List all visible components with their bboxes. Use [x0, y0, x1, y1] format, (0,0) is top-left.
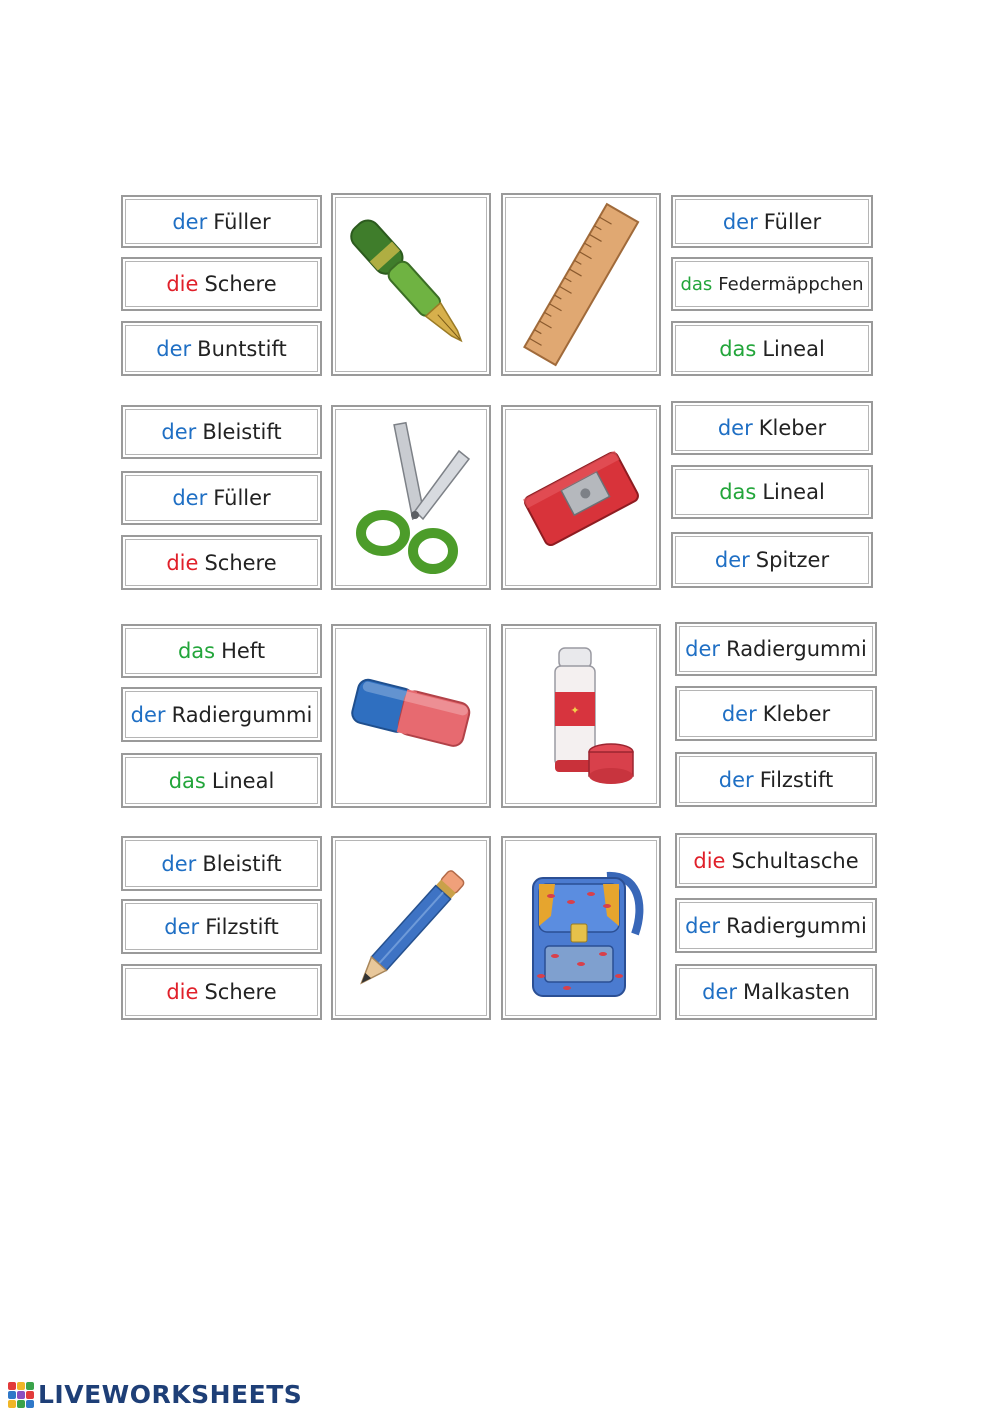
noun-label: Filzstift [759, 767, 834, 792]
picture-frame [501, 624, 661, 808]
picture-frame [331, 836, 491, 1020]
article-label: der [161, 851, 197, 876]
article-label: der [717, 416, 753, 440]
article-label: der [172, 209, 208, 234]
article-label: der [721, 701, 757, 726]
answer-option[interactable] [121, 753, 322, 808]
picture-frame [331, 405, 491, 590]
noun-label: Spitzer [755, 548, 830, 572]
article-label: der [161, 420, 197, 444]
noun-label: Buntstift [197, 336, 287, 361]
article-label: das [680, 273, 713, 295]
svg-text:✦: ✦ [570, 704, 580, 717]
article-label: der [164, 914, 200, 939]
answer-option[interactable] [121, 624, 322, 678]
answer-option[interactable] [121, 899, 322, 954]
answer-option[interactable] [121, 321, 322, 376]
noun-label: Schere [204, 272, 277, 296]
glue-stick-icon [511, 636, 651, 796]
answer-option[interactable] [671, 465, 873, 519]
fountain-pen-icon [341, 200, 481, 370]
noun-label: Füller [763, 209, 822, 234]
noun-label: Malkasten [743, 980, 850, 1004]
answer-option[interactable] [675, 752, 877, 807]
answer-option[interactable] [121, 836, 322, 891]
answer-option[interactable] [121, 195, 322, 248]
answer-option[interactable] [121, 535, 322, 590]
answer-option[interactable] [121, 257, 322, 311]
noun-label: Lineal [211, 768, 275, 793]
noun-label: Kleber [762, 701, 831, 726]
answer-option[interactable] [675, 686, 877, 741]
article-label: das [719, 336, 757, 361]
article-label: der [714, 548, 750, 572]
answer-option[interactable] [675, 964, 877, 1020]
picture-frame [331, 193, 491, 376]
answer-option[interactable] [121, 405, 322, 459]
noun-label: Kleber [758, 416, 827, 440]
answer-option[interactable] [675, 622, 877, 676]
article-label: die [166, 980, 199, 1004]
logo-text: LIVEWORKSHEETS [38, 1380, 303, 1409]
noun-label: Federmäppchen [718, 273, 864, 295]
noun-label: Schere [204, 980, 277, 1004]
picture-frame [501, 836, 661, 1020]
article-label: das [168, 768, 206, 793]
answer-option[interactable] [675, 898, 877, 953]
answer-option[interactable] [671, 401, 873, 455]
noun-label: Bleistift [202, 420, 282, 444]
noun-label: Filzstift [205, 914, 279, 939]
article-label: die [693, 848, 726, 873]
scissors-icon [341, 415, 481, 580]
noun-label: Radiergummi [726, 637, 867, 661]
answer-option[interactable] [671, 321, 873, 376]
noun-label: Schultasche [731, 848, 859, 873]
answer-option[interactable] [121, 471, 322, 525]
article-label: das [177, 639, 216, 663]
answer-option[interactable] [675, 833, 877, 888]
article-label: der [172, 486, 208, 510]
noun-label: Radiergummi [726, 913, 867, 938]
answer-option[interactable] [671, 195, 873, 248]
article-label: die [166, 550, 199, 575]
article-label: das [719, 480, 757, 504]
picture-frame [501, 405, 661, 590]
ruler-icon [511, 197, 651, 372]
noun-label: Lineal [762, 336, 825, 361]
article-label: die [166, 272, 199, 296]
answer-option[interactable] [121, 687, 322, 742]
noun-label: Lineal [762, 480, 825, 504]
article-label: der [702, 980, 737, 1004]
answer-option[interactable] [671, 257, 873, 311]
noun-label: Füller [213, 209, 271, 234]
noun-label: Füller [213, 486, 271, 510]
eraser-icon [341, 671, 481, 761]
sharpener-icon [511, 428, 651, 568]
article-label: der [685, 637, 721, 661]
article-label: der [685, 913, 721, 938]
answer-option[interactable] [671, 532, 873, 588]
noun-label: Radiergummi [171, 702, 313, 727]
noun-label: Schere [204, 550, 277, 575]
article-label: der [156, 336, 192, 361]
school-bag-icon [511, 846, 651, 1011]
article-label: der [722, 209, 758, 234]
logo-mark-icon [8, 1382, 34, 1408]
pencil-icon [341, 848, 481, 1008]
article-label: der [130, 702, 166, 727]
article-label: der [718, 767, 754, 792]
noun-label: Bleistift [202, 851, 282, 876]
picture-frame [501, 193, 661, 376]
picture-frame [331, 624, 491, 808]
noun-label: Heft [221, 639, 266, 663]
answer-option[interactable] [121, 964, 322, 1020]
liveworksheets-logo[interactable] [8, 1380, 302, 1409]
